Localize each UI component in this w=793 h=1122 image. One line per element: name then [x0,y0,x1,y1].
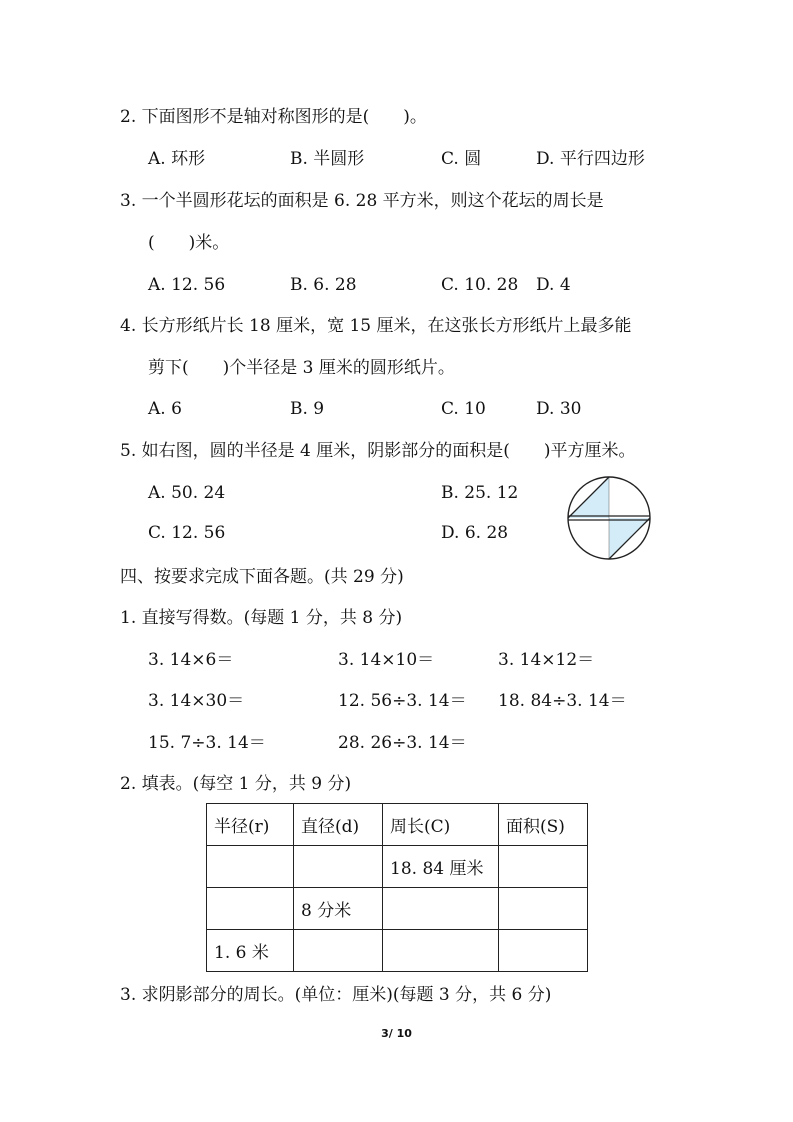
q3-option-d: D. 4 [536,275,571,295]
calc-item-2: 3. 14×10＝ [338,650,435,670]
table-cell: 18. 84 厘米 [383,846,499,888]
table-header-row [207,804,588,846]
q5-option-a: A. 50. 24 [148,483,226,503]
table-row [207,930,588,972]
calc-item-4: 3. 14×30＝ [148,691,245,711]
table-cell: 1. 6 米 [207,930,294,972]
part1-title: 1. 直接写得数。(每题 1 分，共 8 分) [120,608,403,628]
table-header-cell: 直径(d) [294,804,383,846]
q3-stem-line2: ( )米。 [148,233,230,253]
q2-option-a: A. 环形 [148,149,206,169]
q2-stem: 2. 下面图形不是轴对称图形的是( )。 [120,107,427,127]
table-cell[interactable] [294,930,383,972]
page-number: 3/ 10 [381,1027,412,1040]
calc-item-7: 15. 7÷3. 14＝ [148,733,266,753]
calc-item-3: 3. 14×12＝ [498,650,595,670]
q2-option-c: C. 圆 [441,149,482,169]
q3-stem-line1: 3. 一个半圆形花坛的面积是 6. 28 平方米，则这个花坛的周长是 [120,191,604,211]
table-cell[interactable] [383,930,499,972]
calc-item-5: 12. 56÷3. 14＝ [338,691,467,711]
table-row [207,888,588,930]
q5-stem: 5. 如右图，圆的半径是 4 厘米，阴影部分的面积是( )平方厘米。 [120,441,636,461]
q4-stem-line2: 剪下( )个半径是 3 厘米的圆形纸片。 [148,358,455,378]
calc-item-8: 28. 26÷3. 14＝ [338,733,467,753]
q5-circle-figure [563,472,655,564]
section4-title: 四、按要求完成下面各题。(共 29 分) [120,567,404,587]
table-cell[interactable] [499,846,588,888]
table-cell[interactable] [207,846,294,888]
q4-option-c: C. 10 [441,399,486,419]
table-row [207,846,588,888]
calc-item-1: 3. 14×6＝ [148,650,234,670]
q4-option-a: A. 6 [148,399,182,419]
q2-option-d: D. 平行四边形 [536,149,645,169]
q5-option-d: D. 6. 28 [441,523,509,543]
part2-title: 2. 填表。(每空 1 分，共 9 分) [120,774,352,794]
q3-option-c: C. 10. 28 [441,275,519,295]
table-cell[interactable] [383,888,499,930]
fill-table [206,803,588,972]
q4-option-d: D. 30 [536,399,582,419]
table-cell[interactable] [207,888,294,930]
table-cell[interactable] [499,930,588,972]
part3-title: 3. 求阴影部分的周长。(单位：厘米)(每题 3 分，共 6 分) [120,985,552,1005]
q2-option-b: B. 半圆形 [290,149,365,169]
calc-item-6: 18. 84÷3. 14＝ [498,691,627,711]
q5-option-b: B. 25. 12 [441,483,519,503]
q5-option-c: C. 12. 56 [148,523,226,543]
q3-option-b: B. 6. 28 [290,275,357,295]
table-cell[interactable] [294,846,383,888]
q3-option-a: A. 12. 56 [148,275,226,295]
table-header-cell: 半径(r) [207,804,294,846]
q4-option-b: B. 9 [290,399,325,419]
table-header-cell: 面积(S) [499,804,588,846]
table-cell: 8 分米 [294,888,383,930]
table-header-cell: 周长(C) [383,804,499,846]
q4-stem-line1: 4. 长方形纸片长 18 厘米，宽 15 厘米，在这张长方形纸片上最多能 [120,316,632,336]
table-cell[interactable] [499,888,588,930]
